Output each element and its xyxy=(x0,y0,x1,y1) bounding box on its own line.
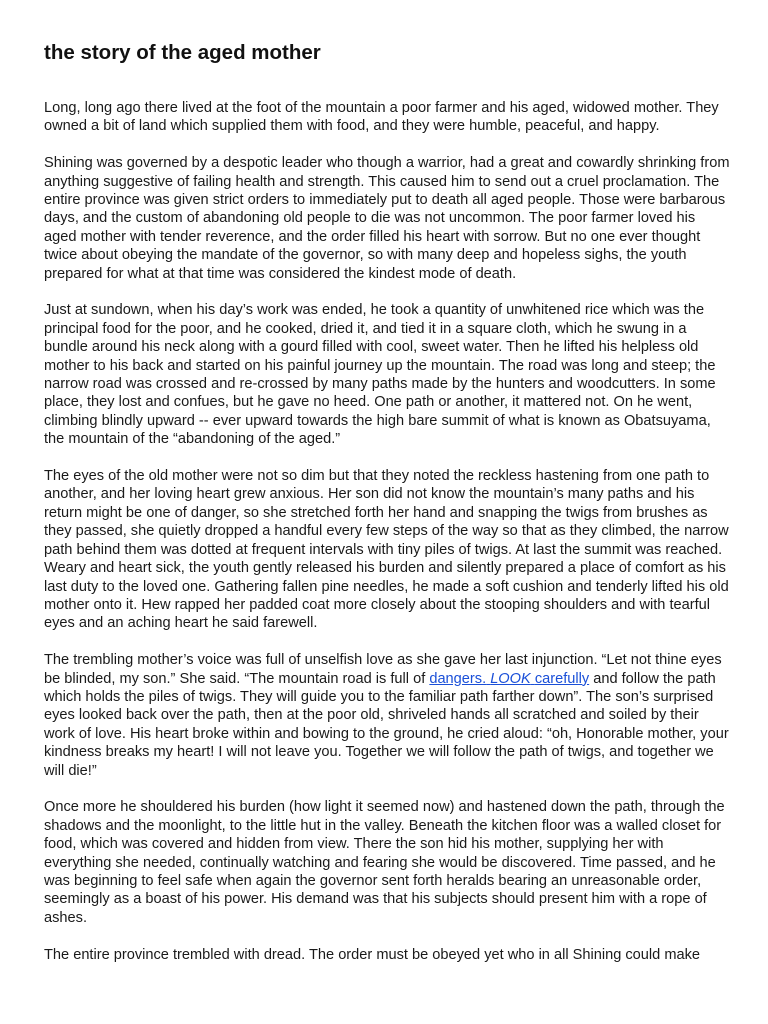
dangers-link-text: dangers. xyxy=(429,670,487,687)
paragraph-5-text-before: The trembling mother’s voice was full of unselfish love as she gave her last injunction. “Let not thine eyes be blinded, my son.” She said. “The mountain road is full of xyxy=(44,652,722,687)
page-title: the story of the aged mother xyxy=(44,41,321,64)
paragraph-7: The entire province trembled with dread. The order must be obeyed yet who in all Shining could make xyxy=(44,946,700,963)
carefully-link-text: carefully xyxy=(534,670,590,687)
paragraph-4: The eyes of the old mother were not so dim but that they noted the reckless hastening from one path to another, and her loving heart grew anxious. Her son did not know the mountain’s many paths and his return might be one of danger, so she stretched forth her hand and snapping the twigs from brushes as they passed, she quietly dropped a handful every few steps of the way so that as they climbed, the narrow path behind them was dotted at frequent intervals with tiny piles of twigs. At last the summit was reached. Weary and heart sick, the youth gently released his burden and silently prepared a place of comfort as his last duty to the loved one. Gathering fallen pine needles, he made a soft cushion and tenderly lifted his old mother onto it. Hew rapped her padded coat more closely about the stooping shoulders and with tearful eyes and an aching heart he said farewell. xyxy=(44,468,729,632)
dangers-link[interactable] xyxy=(429,671,589,687)
document-page xyxy=(44,40,730,982)
paragraph-3: Just at sundown, when his day’s work was ended, he took a quantity of unwhitened rice which was the principal food for the poor, and he cooked, dried it, and tied it in a square cloth, which he swung in a bundle around his neck along with a gourd filled with cool, sweet water. Then he lifted his helpless old mother to his back and started on his painful journey up the mountain. The road was long and steep; the narrow road was crossed and re-crossed by many paths made by the hunters and woodcutters. In some place, they lost and confues, but he gave no heed. One path or another, it mattered not. On he went, climbing blindly upward -- ever upward towards the high bare summit of what is known as Obatsuyama, the mountain of the “abandoning of the aged.” xyxy=(44,302,716,448)
look-link-text: LOOK xyxy=(490,670,531,687)
paragraph-5 xyxy=(44,651,730,780)
paragraph-5-text-after: and follow the path which holds the piles of twigs. They will guide you to the familiar path farther down”. The son’s surprised eyes looked back over the path, then at the poor old, shriveled hands all scratched and soiled by their work of love. His heart broke within and bowing to the ground, he cried aloud: “oh, Honorable mother, your kindness breaks my heart! I will not leave you. Together we will follow the path of twigs, and together we will die!” xyxy=(44,670,729,779)
paragraph-6: Once more he shouldered his burden (how light it seemed now) and hastened down the path, through the shadows and the moonlight, to the little hut in the valley. Beneath the kitchen floor was a walled closet for food, which was covered and hidden from view. There the son hid his mother, supplying her with everything she needed, continually watching and fearing she would be discovered. Time passed, and he was beginning to feel safe when again the governor sent forth heralds bearing an unreasonable order, seemingly as a boast of his power. His demand was that his subjects should present him with a rope of ashes. xyxy=(44,799,725,926)
paragraph-2: Shining was governed by a despotic leader who though a warrior, had a great and cowardly shrinking from anything suggestive of failing health and strength. This caused him to send out a cruel proclamation. The entire province was given strict orders to immediately put to death all aged people. Those were barbarous days, and the custom of abandoning old people to die was not uncommon. The poor farmer loved his aged mother with tender reverence, and the order filled his heart with sorrow. But no one ever thought twice about obeying the mandate of the governor, so with many deep and hopeless sighs, the youth prepared for what at that time was considered the kindest mode of death. xyxy=(44,155,730,282)
paragraph-1: Long, long ago there lived at the foot of the mountain a poor farmer and his aged, widowed mother. They owned a bit of land which supplied them with food, and they were humble, peaceful, and happy. xyxy=(44,100,719,135)
